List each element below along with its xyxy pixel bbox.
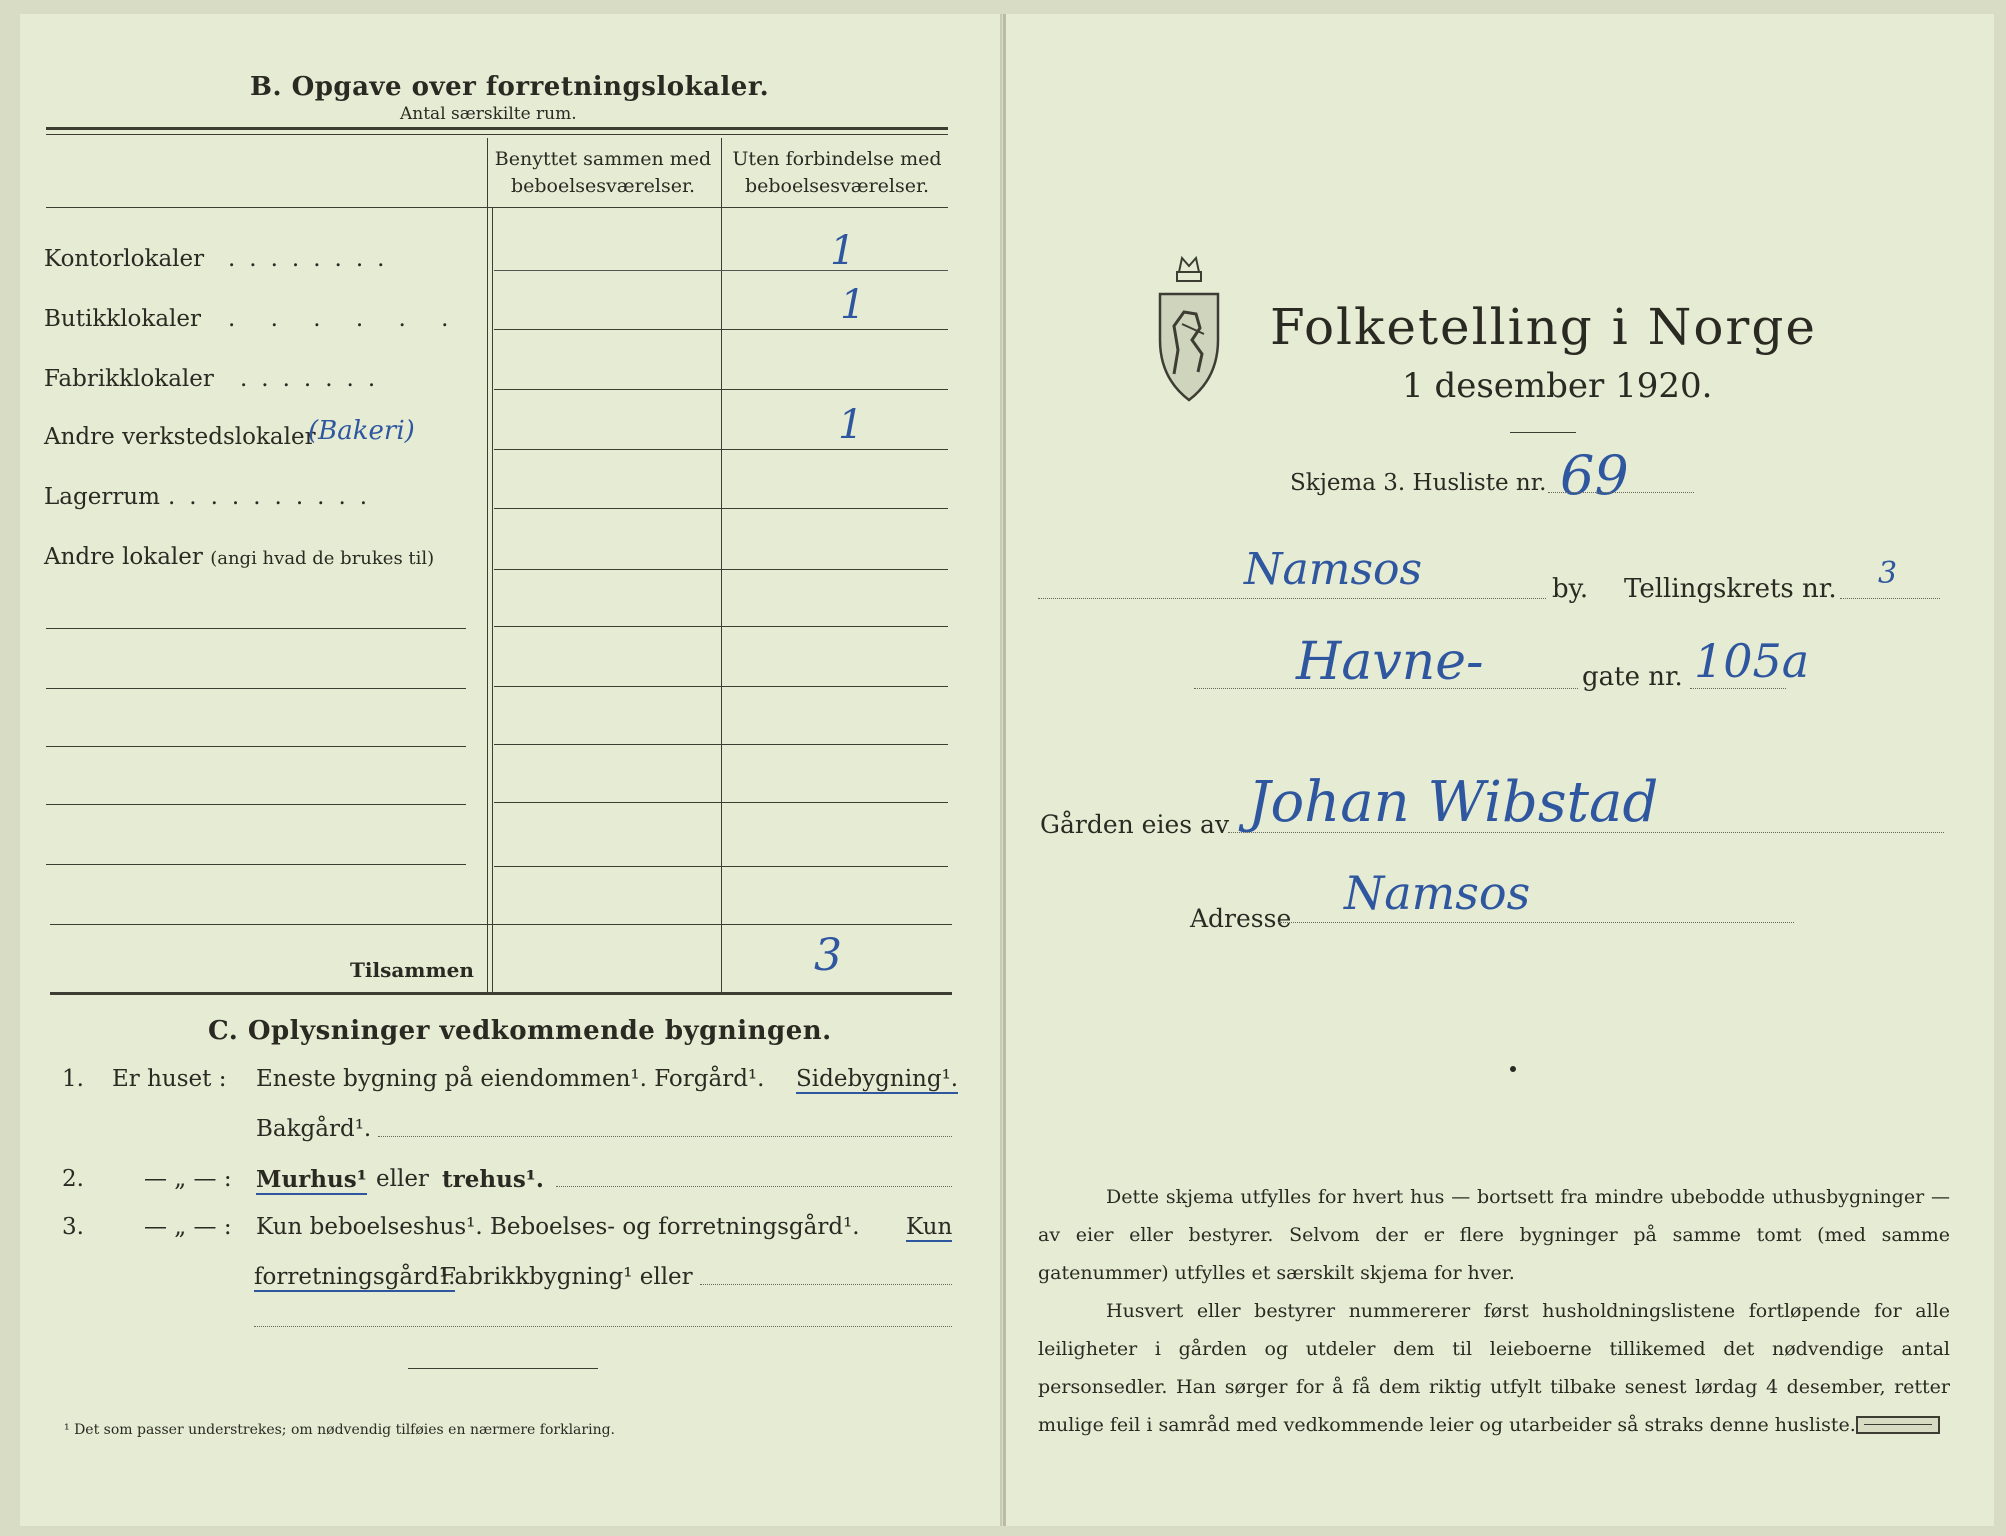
row-rule <box>494 508 948 509</box>
row-rule <box>494 802 948 803</box>
owner-label: Gården eies av <box>1040 810 1230 839</box>
col-divider-1b <box>492 208 493 994</box>
total-value: 3 <box>814 930 842 981</box>
row-rule <box>494 744 948 745</box>
item3-lead: — „ — : <box>144 1214 232 1240</box>
leader-dots: ........ <box>228 246 399 272</box>
gate-label: gate nr. <box>1582 662 1683 692</box>
col-divider-1 <box>487 138 488 994</box>
row-rule <box>494 626 948 627</box>
fill-line <box>556 1186 952 1187</box>
item1-text-a: Eneste bygning på eiendommen¹. Forgård¹. <box>256 1066 765 1092</box>
col1-header: Benyttet sammen med beboelsesværelser. <box>494 148 712 197</box>
item2-text-c: trehus¹. <box>442 1166 544 1193</box>
by-value: Namsos <box>1244 544 1423 595</box>
instructions-para-1: Dette skjema utfylles for hvert hus — bortsett fra mindre ubebodde uthusbygninger — av eier eller bestyrer. Selvom der er flere bygninger på samme tomt (med samme gatenummer) utfylles et særskilt skjema for hver. <box>1038 1186 1950 1284</box>
coat-of-arms-lion-icon <box>1152 254 1226 404</box>
total-top-rule <box>50 924 952 925</box>
item2-number: 2. <box>62 1166 84 1192</box>
item1-number: 1. <box>62 1066 84 1092</box>
row-label-andre-verksted: Andre verkstedslokaler <box>44 424 316 450</box>
blank-line <box>46 628 466 629</box>
item1-text-b: Sidebygning¹. <box>796 1066 959 1092</box>
item3-text-c: forretningsgård¹. <box>254 1264 456 1290</box>
item1-lead: Er huset : <box>112 1066 227 1092</box>
instructions-para-2: Husvert eller bestyrer nummererer først husholdningslistene fortløpende for alle leiligheter i gården og utdeler dem til leieboerne tillikemed det nødvendige antal personsedler. Han sørger for å få dem riktig utfylt tilbake senest lørdag 4 desember, retter mulige feil i samråd med vedkommende leier og utarbeider så straks denne husliste. <box>1038 1300 1950 1436</box>
blank-line <box>46 688 466 689</box>
fill-line <box>378 1136 952 1137</box>
row-note-bakeri: (Bakeri) <box>308 416 415 446</box>
item3-text-d: Fabrikkbygning¹ eller <box>440 1264 693 1290</box>
krets-label: Tellingskrets nr. <box>1624 574 1837 604</box>
row-rule <box>494 866 948 867</box>
gate-value: 105a <box>1694 634 1810 688</box>
table-top-rule <box>46 127 948 130</box>
row-value-kontor: 1 <box>830 228 856 274</box>
total-label: Tilsammen <box>350 958 474 982</box>
leader-dots: .......... <box>168 484 382 510</box>
address-label: Adresse <box>1190 904 1292 933</box>
fill-line <box>700 1284 952 1285</box>
item2-text-b: eller <box>376 1166 429 1192</box>
fill-line <box>1278 922 1794 923</box>
row-label-lager: Lagerrum <box>44 484 160 510</box>
owner-value: Johan Wibstad <box>1248 770 1659 835</box>
blank-line <box>46 864 466 865</box>
fill-line <box>1690 688 1786 689</box>
section-b-subheading: Antal særskilte rum. <box>400 104 577 124</box>
row-rule <box>494 449 948 450</box>
item3-number: 3. <box>62 1214 84 1240</box>
section-b-heading: B. Opgave over forretningslokaler. <box>250 72 770 102</box>
street-value: Havne- <box>1296 632 1484 692</box>
header-bottom-rule <box>46 207 948 208</box>
address-value: Namsos <box>1344 866 1531 920</box>
row-label-butikk: Butikklokaler <box>44 306 202 332</box>
by-label: by. <box>1552 574 1589 604</box>
husliste-number: 69 <box>1560 444 1629 507</box>
leader-dots: . . . . . . <box>228 306 463 332</box>
page-fold <box>1003 14 1006 1526</box>
row-label-kontor: Kontorlokaler <box>44 246 205 272</box>
ink-dot <box>1510 1066 1516 1072</box>
skjema-label: Skjema 3. Husliste nr. <box>1290 470 1547 496</box>
title: Folketelling i Norge <box>1270 298 1817 356</box>
row-rule <box>494 270 948 271</box>
fill-line <box>254 1326 952 1327</box>
row-value-butikk: 1 <box>840 282 866 328</box>
date-rule <box>1510 432 1576 433</box>
closing-rule <box>408 1368 598 1369</box>
item3-text-a: Kun beboelseshus¹. Beboelses- og forretningsgård¹. <box>256 1214 860 1240</box>
table-top-rule-2 <box>46 134 948 135</box>
row-rule <box>494 329 948 330</box>
blank-line <box>46 804 466 805</box>
krets-value: 3 <box>1878 556 1898 591</box>
item1-text-c: Bakgård¹. <box>256 1116 372 1142</box>
fill-line <box>1228 832 1944 833</box>
fill-line <box>1194 688 1578 689</box>
row-rule <box>494 389 948 390</box>
col2-header: Uten forbindelse med beboelsesværelser. <box>732 148 942 197</box>
row-value-verksted: 1 <box>838 402 864 448</box>
fill-line <box>1840 598 1940 599</box>
section-c-heading: C. Oplysninger vedkommende bygningen. <box>208 1016 832 1046</box>
stamp-icon <box>1856 1416 1940 1434</box>
leader-dots: ....... <box>240 366 390 392</box>
row-label-andre-lokaler: Andre lokaler (angi hvad de brukes til) <box>44 544 435 570</box>
total-bottom-rule <box>50 992 952 995</box>
date: 1 desember 1920. <box>1402 366 1713 406</box>
fill-line <box>1548 492 1694 493</box>
blank-line <box>46 746 466 747</box>
item2-text-a: Murhus¹ <box>256 1166 367 1193</box>
item2-lead: — „ — : <box>144 1166 232 1192</box>
item3-text-b: Kun <box>906 1214 953 1240</box>
row-rule <box>494 569 948 570</box>
row-rule <box>494 686 948 687</box>
fill-line <box>1038 598 1546 599</box>
footnote: ¹ Det som passer understrekes; om nødvendig tilføies en nærmere forklaring. <box>64 1422 616 1438</box>
row-label-fabrikk: Fabrikklokaler <box>44 366 214 392</box>
